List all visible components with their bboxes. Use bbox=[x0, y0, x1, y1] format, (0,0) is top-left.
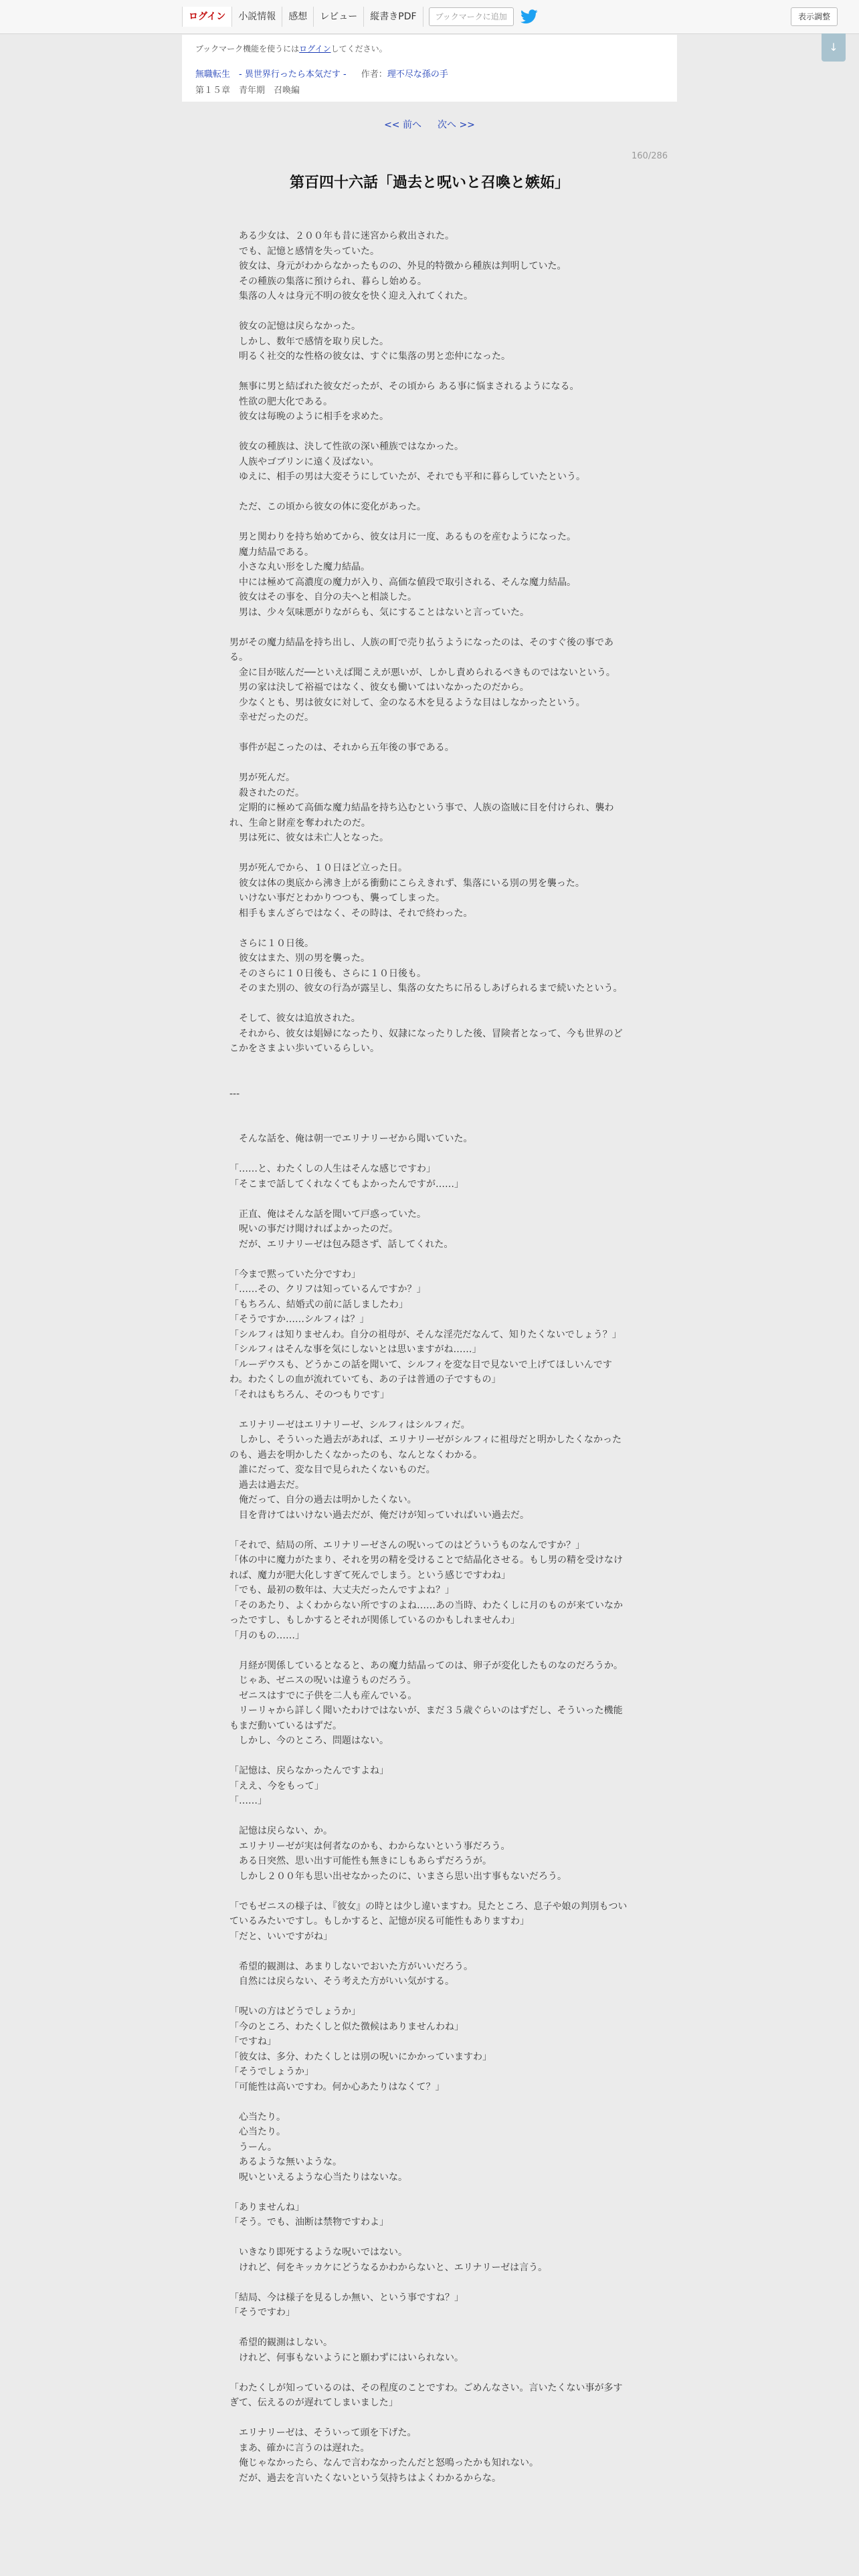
body-line: 過去は過去だ。 bbox=[229, 1479, 304, 1491]
body-line: でも、記憶と感情を失っていた。 bbox=[229, 245, 379, 257]
body-line: 「月のもの……」 bbox=[229, 1630, 304, 1641]
body-line: うーん。 bbox=[229, 2141, 277, 2153]
body-line: リーリャから詳しく聞いたわけではないが、まだ３５歳ぐらいのはずだし、そういった機能もまだ動いているはずだ。 bbox=[229, 1705, 623, 1731]
body-line: 「……と、わたくしの人生はそんな感じですわ」 bbox=[229, 1164, 436, 1174]
body-line: 「もちろん、結婚式の前に話しましたわ」 bbox=[229, 1299, 408, 1310]
bookmark-notice bbox=[195, 43, 387, 54]
body-line: --- bbox=[229, 1088, 240, 1099]
blank-line bbox=[229, 2230, 630, 2246]
author-label: 作者： bbox=[361, 70, 387, 80]
body-line: 少なくとも、男は彼女に対して、金のなる木を見るような目はしなかったという。 bbox=[229, 697, 585, 708]
body-line: まあ、確かに言うのは遅れた。 bbox=[229, 2442, 370, 2454]
body-line: 「呪いの方はどうでしょうか」 bbox=[229, 2006, 361, 2017]
body-line: 心当たり。 bbox=[229, 2127, 286, 2137]
body-line: エリナリーゼが実は何者なのかも、わからないという事だろう。 bbox=[229, 1840, 510, 1852]
body-line: けれど、何をキッカケにどうなるかわからないと、エリナリーゼは言う。 bbox=[229, 2262, 548, 2273]
notice-text-end: してください。 bbox=[330, 44, 387, 53]
blank-line bbox=[229, 1147, 630, 1162]
body-line: そのさらに１０日後も、さらに１０日後も。 bbox=[229, 968, 426, 979]
body-line: 彼女は、身元がわからなかったものの、外見的特徴から種族は判明していた。 bbox=[229, 261, 567, 272]
body-line: 「そのあたり、よくわからない所ですのよね……あの当時、わたくしに月のものが来ていなかったですし、もしかするとそれが関係しているのかもしれませんわ」 bbox=[229, 1600, 623, 1626]
body-line: 「ルーデウスも、どうかこの話を聞いて、シルフィを変な目で見ないで上げてほしいんですわ。わたくしの血が流れていても、あの子は普通の子ですもの」 bbox=[229, 1359, 612, 1385]
body-line: 「今のところ、わたくしと似た徴候はありませんわね」 bbox=[229, 2021, 464, 2032]
blank-line bbox=[229, 726, 630, 741]
blank-line bbox=[229, 2275, 630, 2290]
body-line: 集落の人々は身元不明の彼女を快く迎え入れてくれた。 bbox=[229, 291, 473, 302]
body-line: 彼女の種族は、決して性欲の深い種族ではなかった。 bbox=[229, 441, 464, 452]
prev-page-link[interactable]: << 前へ bbox=[384, 120, 421, 130]
body-line: 「可能性は高いですわ。何か心あたりはなくて？」 bbox=[229, 2081, 445, 2092]
body-line: 「ええ、今をもって」 bbox=[229, 1780, 324, 1792]
body-line: 彼女は毎晩のように相手を求めた。 bbox=[229, 411, 389, 422]
blank-line bbox=[229, 756, 630, 771]
novel-body bbox=[229, 229, 630, 2486]
body-line: 人族やゴブリンに遠く及ばない。 bbox=[229, 456, 379, 467]
blank-line bbox=[229, 1523, 630, 1538]
body-line: 幸せだったのだ。 bbox=[229, 712, 314, 723]
body-line: 男は、少々気味悪がりながらも、気にすることはないと言っていた。 bbox=[229, 607, 529, 618]
body-line: さらに１０日後。 bbox=[229, 938, 314, 949]
body-line: ただ、この頃から彼女の体に変化があった。 bbox=[229, 502, 426, 512]
page-number: 160/286 bbox=[632, 151, 668, 161]
body-line: 誰にだって、変な目で見られたくないものだ。 bbox=[229, 1465, 436, 1475]
blank-line bbox=[229, 1990, 630, 2005]
top-bar bbox=[0, 0, 859, 34]
body-line: 性欲の肥大化である。 bbox=[229, 396, 332, 407]
blank-line bbox=[229, 1252, 630, 1267]
body-line: 「シルフィは知りませんわ。自分の祖母が、そんな淫売だなんて、知りたくないでしょう？」 bbox=[229, 1329, 622, 1340]
blank-line bbox=[229, 996, 630, 1012]
body-line: 定期的に極めて高価な魔力結晶を持ち込むという事で、人族の盗賊に目を付けられ、襲われ、生命と財産を奪われたのだ。 bbox=[229, 802, 614, 829]
body-line: 事件が起こったのは、それから五年後の事である。 bbox=[229, 742, 454, 753]
body-line: 「でもゼニスの様子は、『彼女』の時とは少し違いますわ。見たところ、息子や娘の判別もついているみたいですし。もしかすると、記憶が戻る可能性もありますわ」 bbox=[229, 1901, 628, 1927]
body-line: 男と関わりを持ち始めてから、彼女は月に一度、あるものを産むようになった。 bbox=[229, 532, 576, 542]
body-line: 殺されたのだ。 bbox=[229, 787, 304, 798]
novel-info-link[interactable]: 小説情報 bbox=[232, 7, 282, 27]
body-line: 男の家は決して裕福ではなく、彼女も働いてはいなかったのだから。 bbox=[229, 682, 529, 693]
blank-line bbox=[229, 1884, 630, 1899]
body-line: 希望的観測は、あまりしないでおいた方がいいだろう。 bbox=[229, 1961, 473, 1972]
blank-line bbox=[229, 2095, 630, 2110]
body-line: 相手もまんざらではなく、その時は、それで終わった。 bbox=[229, 907, 473, 919]
body-line: 「それで、結局の所、エリナリーゼさんの呪いってのはどういうものなんですか？」 bbox=[229, 1539, 585, 1551]
blank-line bbox=[229, 515, 630, 530]
body-line: 「結局、今は様子を見るしか無い、という事ですね？」 bbox=[229, 2292, 464, 2303]
body-line: 無事に男と結ばれた彼女だったが、その頃から ある事に悩まされるようになる。 bbox=[229, 381, 579, 392]
twitter-icon[interactable] bbox=[520, 9, 538, 24]
body-line: ゼニスはすでに子供を二人も産んでいる。 bbox=[229, 1690, 417, 1701]
blank-line bbox=[229, 304, 630, 320]
body-line: 月経が関係しているとなると、あの魔力結晶ってのは、卵子が変化したものなのだろうか。 bbox=[229, 1660, 623, 1671]
body-line: 魔力結晶である。 bbox=[229, 546, 314, 558]
body-line: 「シルフィはそんな事を気にしないとは思いますがね……」 bbox=[229, 1344, 482, 1355]
blank-line bbox=[229, 1944, 630, 1959]
impressions-link[interactable]: 感想 bbox=[282, 7, 314, 27]
body-line: 彼女は体の奥底から沸き上がる衝動にこらえきれず、集落にいる別の男を襲った。 bbox=[229, 877, 585, 889]
body-line: 正直、俺はそんな話を聞いて戸惑っていた。 bbox=[229, 1208, 426, 1220]
body-line: 「体の中に魔力がたまり、それを男の精を受けることで結晶化させる。もし男の精を受けなければ、魔力が肥大化しすぎて死んでしまう。という感じですわね」 bbox=[229, 1555, 623, 1581]
body-line: 彼女の記憶は戻らなかった。 bbox=[229, 321, 361, 332]
body-line: エリナリーゼは、そういって頭を下げた。 bbox=[229, 2428, 417, 2438]
blank-line bbox=[229, 1117, 630, 1132]
next-page-link[interactable]: 次へ >> bbox=[438, 120, 475, 130]
body-line: しかし２００年も思い出せなかったのに、いまさら思い出す事もないだろう。 bbox=[229, 1870, 567, 1882]
body-line: 「それはもちろん、そのつもりです」 bbox=[229, 1389, 389, 1400]
display-settings-button[interactable]: 表示調整 bbox=[791, 7, 838, 26]
body-line: 「そうですわ」 bbox=[229, 2307, 295, 2318]
body-line: 「そこまで話してくれなくてもよかったんですが……」 bbox=[229, 1178, 464, 1190]
top-nav bbox=[182, 7, 538, 27]
series-line bbox=[195, 67, 448, 80]
blank-line bbox=[229, 620, 630, 635]
body-line: 「記憶は、戻らなかったんですよね」 bbox=[229, 1765, 389, 1776]
novel-info-box bbox=[182, 35, 677, 102]
body-line: 明るく社交的な性格の彼女は、すぐに集落の男と恋仲になった。 bbox=[229, 351, 510, 362]
body-line: 心当たり。 bbox=[229, 2111, 286, 2123]
body-line: 呪いの事だけ聞ければよかったのだ。 bbox=[229, 1224, 398, 1235]
body-line: ゆえに、相手の男は大変そうにしていたが、それでも平和に暮らしていたという。 bbox=[229, 471, 585, 482]
body-line: 小さな丸い形をした魔力結晶。 bbox=[229, 562, 370, 572]
login-link[interactable]: ログイン bbox=[182, 7, 232, 27]
body-line: だが、エリナリーゼは包み隠さず、話してくれた。 bbox=[229, 1239, 454, 1250]
blank-line bbox=[229, 1643, 630, 1658]
chapter-title: 第１５章 青年期 召喚編 bbox=[195, 86, 300, 96]
notice-text: ブックマーク機能を使うには bbox=[195, 44, 300, 53]
body-line: 「ありませんね」 bbox=[229, 2202, 304, 2213]
body-line: その種族の集落に預けられ、暮らし始める。 bbox=[229, 276, 427, 287]
add-bookmark-button[interactable]: ブックマークに追加 bbox=[429, 7, 514, 26]
blank-line bbox=[229, 1192, 630, 1207]
body-line: 「だと、いいですがね」 bbox=[229, 1931, 332, 1942]
body-line: 「わたくしが知っているのは、その程度のことですわ。ごめんなさい。言いたくない事が多すぎて、伝えるのが遅れてしまいました」 bbox=[229, 2382, 623, 2408]
body-line: 中には極めて高濃度の魔力が入り、高価な値段で取引される、そんな魔力結晶。 bbox=[229, 576, 576, 588]
blank-line bbox=[229, 425, 630, 440]
vertical-pdf-link[interactable]: 縦書きPDF bbox=[364, 7, 423, 27]
body-line: 金に目が眩んだ──といえば聞こえが悪いが、しかし責められるべきものではないという。 bbox=[229, 667, 615, 678]
blank-line bbox=[229, 1071, 630, 1087]
body-line: 男は死に、彼女は未亡人となった。 bbox=[229, 833, 389, 843]
body-line: そんな話を、俺は朝一でエリナリーゼから聞いていた。 bbox=[229, 1134, 473, 1144]
blank-line bbox=[229, 485, 630, 500]
blank-line bbox=[229, 364, 630, 380]
series-title-link[interactable]: 無職転生 - 異世界行ったら本気だす - bbox=[195, 70, 347, 80]
body-line: 「そうでしょうか」 bbox=[229, 2066, 314, 2077]
body-line: 「でも、最初の数年は、大丈夫だったんですよね？」 bbox=[229, 1585, 454, 1596]
body-line: いきなり即死するような呪いではない。 bbox=[229, 2247, 407, 2258]
notice-login-link[interactable]: ログイン bbox=[299, 44, 331, 53]
body-line: エリナリーゼはエリナリーゼ、シルフィはシルフィだ。 bbox=[229, 1419, 470, 1430]
body-line: けれど、何事もないようにと願わずにはいられない。 bbox=[229, 2352, 464, 2363]
body-line: 「彼女は、多分、わたくしとは別の呪いにかかっていますわ」 bbox=[229, 2051, 492, 2062]
body-line: ある日突然、思い出す可能性も無きにしもあらずだろうが。 bbox=[229, 1856, 492, 1866]
body-line: ある少女は、２００年も昔に迷宮から救出された。 bbox=[229, 231, 454, 241]
body-line: いけない事だとわかりつつも、襲ってしまった。 bbox=[229, 893, 445, 903]
blank-line bbox=[229, 1101, 630, 1117]
blank-line bbox=[229, 2411, 630, 2426]
body-line: 「そうですか……シルフィは？」 bbox=[229, 1314, 369, 1325]
body-line: 男が死んだ。 bbox=[229, 772, 295, 783]
scroll-down-button[interactable]: ↓ bbox=[822, 33, 846, 62]
body-line: 「……」 bbox=[229, 1796, 267, 1806]
body-line: しかし、今のところ、問題はない。 bbox=[229, 1735, 389, 1746]
body-line: だが、過去を言いたくないという気持ちはよくわかるからな。 bbox=[229, 2472, 501, 2484]
body-line: そして、彼女は追放された。 bbox=[229, 1013, 361, 1024]
blank-line bbox=[229, 2365, 630, 2381]
blank-line bbox=[229, 1057, 630, 1072]
body-line: 俺だって、自分の過去は明かしたくない。 bbox=[229, 1495, 417, 1505]
episode-title: 第百四十六話「過去と呪いと召喚と嫉妬」 bbox=[289, 175, 569, 191]
pager bbox=[0, 118, 859, 131]
body-line: 記憶は戻らない、か。 bbox=[229, 1826, 332, 1836]
body-line: それから、彼女は娼婦になったり、奴隷になったりした後、冒険者となって、今も世界のどこかをさまよい歩いているらしい。 bbox=[229, 1028, 623, 1054]
body-line: 「ですね」 bbox=[229, 2036, 276, 2047]
blank-line bbox=[229, 921, 630, 936]
body-line: あるような無いような。 bbox=[229, 2157, 342, 2167]
blank-line bbox=[229, 1402, 630, 1418]
body-line: 男がその魔力結晶を持ち出し、人族の町で売り払うようになったのは、そのすぐ後の事である。 bbox=[229, 637, 613, 663]
body-line: 「そう。でも、油断は禁物ですわよ」 bbox=[229, 2217, 389, 2228]
body-line: 呪いといえるような心当たりはないな。 bbox=[229, 2171, 407, 2183]
body-line: そのまた別の、彼女の行為が露呈し、集落の女たちに吊るしあげられるまで続いたという。 bbox=[229, 983, 623, 994]
body-line: 希望的観測はしない。 bbox=[229, 2337, 332, 2348]
body-line: 「……その、クリフは知っているんですか？」 bbox=[229, 1284, 426, 1295]
blank-line bbox=[229, 2185, 630, 2200]
blank-line bbox=[229, 846, 630, 861]
body-line: しかし、そういった過去があれば、エリナリーゼがシルフィに祖母だと明かしたくなかったのも、過去を明かしたくなかったのも、なんとなくわかる。 bbox=[229, 1434, 622, 1461]
body-line: 俺じゃなかったら、なんで言わなかったんだと怒鳴ったかも知れない。 bbox=[229, 2458, 539, 2468]
review-link[interactable]: レビュー bbox=[314, 7, 364, 27]
body-line: 目を背けてはいけない過去だが、俺だけが知っていればいい過去だ。 bbox=[229, 1509, 529, 1521]
blank-line bbox=[229, 1809, 630, 1824]
body-line: 彼女はまた、別の男を襲った。 bbox=[229, 953, 370, 964]
body-line: しかし、数年で感情を取り戻した。 bbox=[229, 336, 389, 347]
body-line: 「今まで黙っていた分ですわ」 bbox=[229, 1269, 361, 1280]
blank-line bbox=[229, 2321, 630, 2336]
body-line: 彼女はその事を、自分の夫へと相談した。 bbox=[229, 592, 417, 603]
author-link[interactable]: 理不尽な孫の手 bbox=[387, 70, 448, 80]
body-line: 男が死んでから、１０日ほど立った日。 bbox=[229, 863, 407, 873]
body-line: 自然には戻らない、そう考えた方がいい気がする。 bbox=[229, 1976, 454, 1987]
blank-line bbox=[229, 1749, 630, 1764]
body-line: じゃあ、ゼニスの呪いは違うものだろう。 bbox=[229, 1675, 417, 1686]
